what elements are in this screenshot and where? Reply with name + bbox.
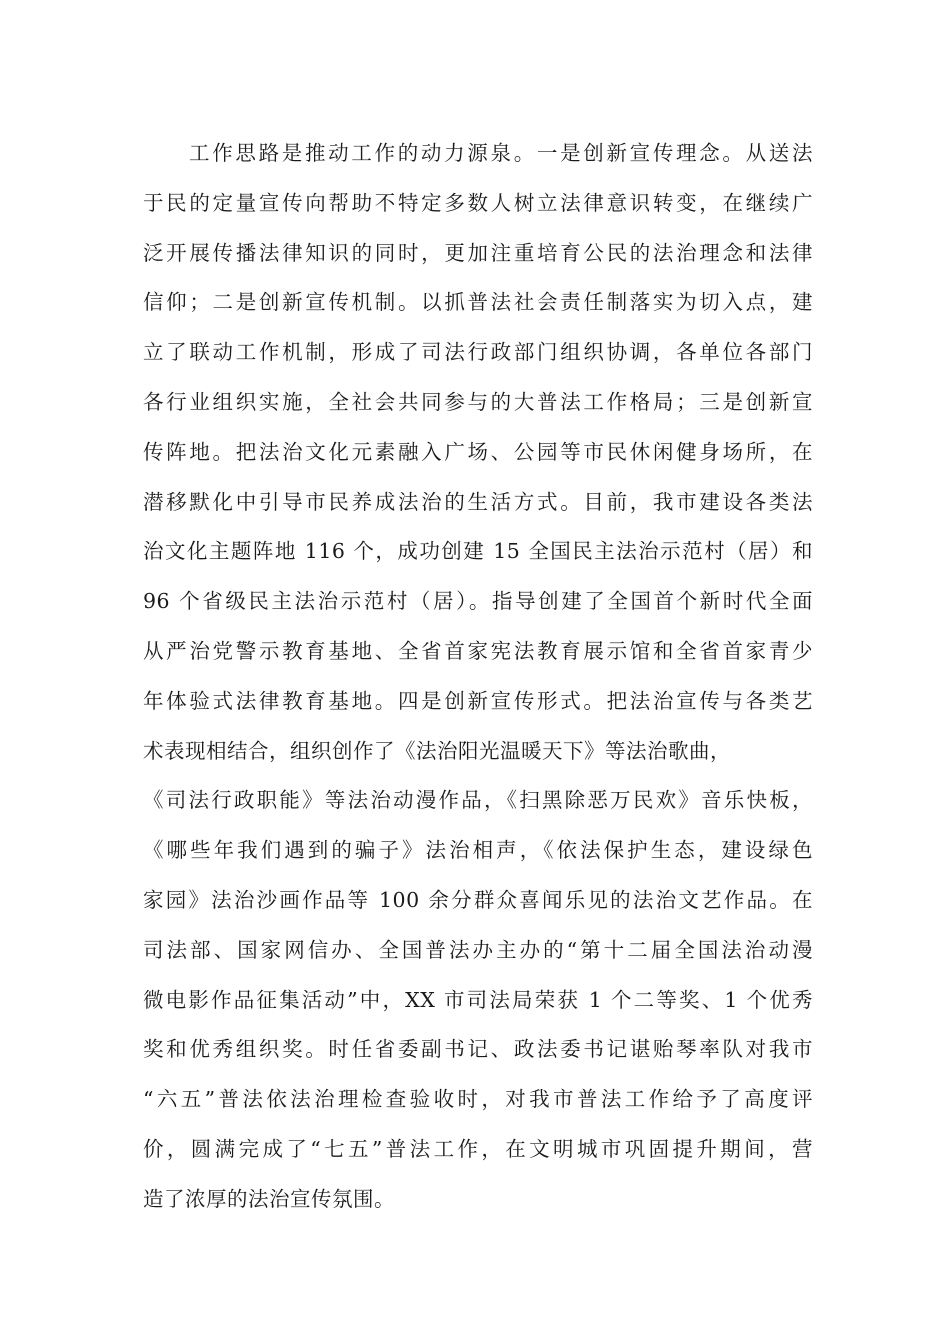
paragraph-line: 年体验式法律教育基地。四是创新宣传形式。把法治宣传与各类艺 xyxy=(143,688,813,713)
paragraph-line: 于民的定量宣传向帮助不特定多数人树立法律意识转变，在继续广 xyxy=(143,190,813,215)
paragraph-line: 家园》法治沙画作品等 100 余分群众喜闻乐见的法治文艺作品。在 xyxy=(143,887,813,912)
paragraph-line: 各行业组织实施，全社会共同参与的大普法工作格局；三是创新宣 xyxy=(143,389,813,414)
paragraph-line: 造了浓厚的法治宣传氛围。 xyxy=(143,1186,395,1211)
paragraph-line: 微电影作品征集活动”中，XX 市司法局荣获 1 个二等奖、1 个优秀 xyxy=(143,987,813,1012)
paragraph-line: 司法部、国家网信办、全国普法办主办的“第十二届全国法治动漫 xyxy=(143,937,813,962)
body-paragraph xyxy=(143,135,813,1231)
paragraph-line: 治文化主题阵地 116 个，成功创建 15 全国民主法治示范村（居）和 xyxy=(143,539,813,564)
paragraph-line: 信仰；二是创新宣传机制。以抓普法社会责任制落实为切入点，建 xyxy=(143,290,813,315)
paragraph-line: 价，圆满完成了“七五”普法工作，在文明城市巩固提升期间，营 xyxy=(143,1136,813,1161)
paragraph-line: 潜移默化中引导市民养成法治的生活方式。目前，我市建设各类法 xyxy=(143,489,813,514)
paragraph-line: 泛开展传播法律知识的同时，更加注重培育公民的法治理念和法律 xyxy=(143,240,813,265)
paragraph-line: 工作思路是推动工作的动力源泉。一是创新宣传理念。从送法 xyxy=(189,141,813,165)
paragraph-line: 《司法行政职能》等法治动漫作品，《扫黑除恶万民欢》音乐快板， xyxy=(143,788,813,813)
paragraph-line: 从严治党警示教育基地、全省首家宪法教育展示馆和全省首家青少 xyxy=(143,638,813,663)
paragraph-line: 《哪些年我们遇到的骗子》法治相声，《依法保护生态，建设绿色 xyxy=(143,838,813,863)
paragraph-line: 立了联动工作机制，形成了司法行政部门组织协调，各单位各部门 xyxy=(143,340,813,365)
paragraph-line: 奖和优秀组织奖。时任省委副书记、政法委书记谌贻琴率队对我市 xyxy=(143,1037,813,1062)
paragraph-line: 术表现相结合，组织创作了《法治阳光温暖天下》等法治歌曲， xyxy=(143,738,731,763)
paragraph-line: 96 个省级民主法治示范村（居）。指导创建了全国首个新时代全面 xyxy=(143,589,813,614)
paragraph-line: “六五”普法依法治理检查验收时，对我市普法工作给予了高度评 xyxy=(143,1087,813,1112)
paragraph-line: 传阵地。把法治文化元素融入广场、公园等市民休闲健身场所，在 xyxy=(143,439,813,464)
